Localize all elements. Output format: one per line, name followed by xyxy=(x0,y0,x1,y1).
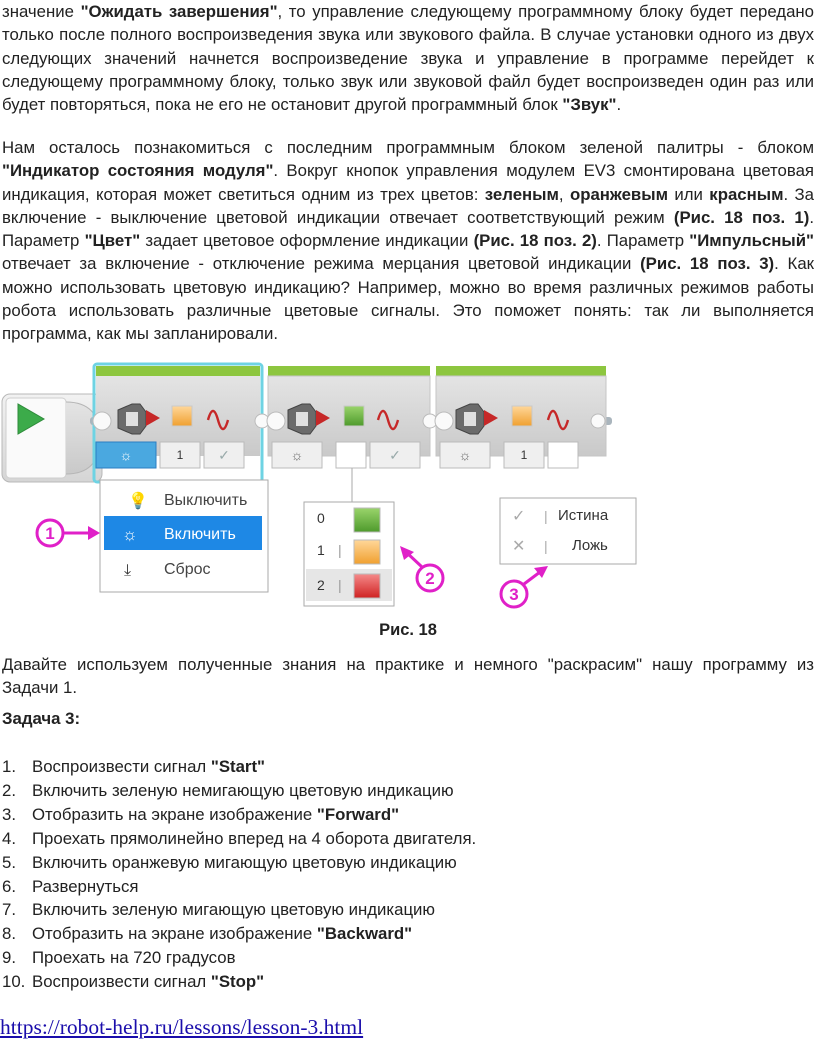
divider: | xyxy=(544,508,548,524)
paragraph-sound-block xyxy=(2,0,814,116)
callout-3 xyxy=(501,566,548,607)
light-bulb-icon: ☼ xyxy=(119,447,133,463)
color-option-2[interactable]: 2 xyxy=(317,577,325,593)
bold-term: "Звук" xyxy=(562,95,617,115)
menu-item-reset[interactable]: Сброс xyxy=(164,561,211,578)
bold-term: "Цвет" xyxy=(84,231,141,251)
text: или xyxy=(668,184,710,204)
text: отвечает за включение - отключение режима мерцания цветовой индикации xyxy=(2,254,641,274)
text: , то управление следующему программному блоку будет передано только после полного воспроизведения звука или звукового файла. В случае установки одного из двух следующих значений начнется воспроизведение звука и управление в программе перейдет к следующему программному блоку, только звук или звуковой файл будет воспроизведен один раз или будет повторяться, пока не его не остановит другой программный блок xyxy=(2,2,815,115)
list-item: 7. Включить зеленую мигающую цветовую индикацию xyxy=(2,900,436,920)
text: . Параметр xyxy=(596,231,690,251)
color-value: 1 xyxy=(520,448,528,462)
divider: | xyxy=(544,538,548,554)
brick-status-light-block-1[interactable] xyxy=(93,364,269,482)
light-bulb-off-icon: 💡 xyxy=(128,493,148,510)
bold-term: оранжевым xyxy=(569,184,668,204)
color-value: 1 xyxy=(176,448,184,462)
text: значение xyxy=(2,2,81,21)
start-block[interactable] xyxy=(2,394,102,482)
cross-icon: ✕ xyxy=(512,538,526,555)
text: , xyxy=(558,184,570,204)
color-swatch-green xyxy=(344,406,364,426)
divider: | xyxy=(338,542,342,558)
red-swatch[interactable] xyxy=(354,574,380,598)
bold-term: "Ожидать завершения" xyxy=(80,2,278,21)
orange-swatch[interactable] xyxy=(354,540,380,564)
figure-18-status-light-blocks xyxy=(0,362,816,612)
figure-caption: Рис. 18 xyxy=(379,621,437,639)
callout-1 xyxy=(37,520,100,546)
pulse-options-popup xyxy=(500,498,636,564)
text: . Как можно использовать цветовую индикацию? Например, можно во время различных режимов работы робота использовать различные цветовые сигналы. Это поможет понять: так ли выполняется программа, как мы запланировали. xyxy=(2,254,815,344)
source-link[interactable]: https://robot-help.ru/lessons/lesson-3.html xyxy=(0,1015,364,1039)
text: . За включение - выключение цветовой индикации отвечает соответствующий режим xyxy=(2,184,815,227)
pulse-input[interactable] xyxy=(548,442,578,468)
brick-status-light-block-2[interactable] xyxy=(267,366,437,468)
svg-text:2: 2 xyxy=(425,569,435,588)
color-option-0[interactable]: 0 xyxy=(317,510,325,526)
bold-term: "Индикатор состояния модуля" xyxy=(2,161,274,181)
color-option-1[interactable]: 1 xyxy=(317,542,325,558)
green-swatch[interactable] xyxy=(354,508,380,532)
list-item: 1. Воспроизвести сигнал "Start" xyxy=(2,757,266,776)
light-bulb-icon: ☼ xyxy=(290,447,304,463)
light-bulb-icon: ☼ xyxy=(458,447,472,463)
pulse-option-true[interactable]: Истина xyxy=(558,507,609,524)
list-item: 6. Развернуться xyxy=(2,876,139,896)
reset-icon: ⤓ xyxy=(124,562,132,579)
figure-ref: (Рис. 18 поз. 1) xyxy=(673,207,810,227)
svg-text:1: 1 xyxy=(45,524,55,543)
list-item: 5. Включить оранжевую мигающую цветовую индикацию xyxy=(2,852,457,872)
text: Нам осталось познакомиться с последним программным блоком зеленой палитры - блоком xyxy=(2,138,814,157)
bold-term: зеленым xyxy=(484,184,559,204)
color-swatch-orange xyxy=(172,406,192,426)
pulse-option-false[interactable]: Ложь xyxy=(572,537,608,554)
svg-text:3: 3 xyxy=(509,585,519,604)
light-bulb-on-icon: ☼ xyxy=(122,525,138,544)
figure-ref: (Рис. 18 поз. 3) xyxy=(640,254,775,274)
list-item: 4. Проехать прямолинейно вперед на 4 оборота двигателя. xyxy=(2,828,477,848)
paragraph-practice: Давайте используем полученные знания на практике и немного "раскрасим" нашу программу из Задачи 1. xyxy=(2,655,814,698)
list-item: 10. Воспроизвести сигнал "Stop" xyxy=(2,972,265,992)
brick-status-light-block-3[interactable] xyxy=(435,366,606,468)
text: . Параметр xyxy=(2,207,814,251)
paragraph-brick-status-light xyxy=(2,136,814,346)
checkmark-icon: ✓ xyxy=(512,508,526,525)
task-list xyxy=(2,755,476,994)
text: . xyxy=(616,95,622,115)
text: задает цветовое оформление индикации xyxy=(140,231,474,251)
bold-term: красным xyxy=(709,184,784,204)
color-input[interactable] xyxy=(336,442,366,468)
bold-term: "Импульсный" xyxy=(689,231,814,251)
text: . Вокруг кнопок управления модулем EV3 смонтирована цветовая индикация, которая может светиться одним из трех цветов: xyxy=(2,161,814,204)
callout-2 xyxy=(400,546,443,591)
menu-item-on[interactable]: Включить xyxy=(164,526,236,543)
list-item: 2. Включить зеленую немигающую цветовую индикацию xyxy=(2,780,454,800)
checkmark-icon: ✓ xyxy=(218,447,230,463)
task-title: Задача 3: xyxy=(2,709,81,728)
checkmark-icon: ✓ xyxy=(389,447,401,463)
divider: | xyxy=(338,577,342,593)
menu-item-off[interactable]: Выключить xyxy=(164,492,248,509)
list-item: 8. Отобразить на экране изображение "Backward" xyxy=(2,924,413,944)
list-item: 9. Проехать на 720 градусов xyxy=(2,948,236,968)
figure-ref: (Рис. 18 поз. 2) xyxy=(473,231,597,251)
mode-menu-popup xyxy=(100,480,268,592)
color-options-popup xyxy=(304,468,394,606)
list-item: 3. Отобразить на экране изображение "Forward" xyxy=(2,804,400,824)
color-swatch-orange xyxy=(512,406,532,426)
